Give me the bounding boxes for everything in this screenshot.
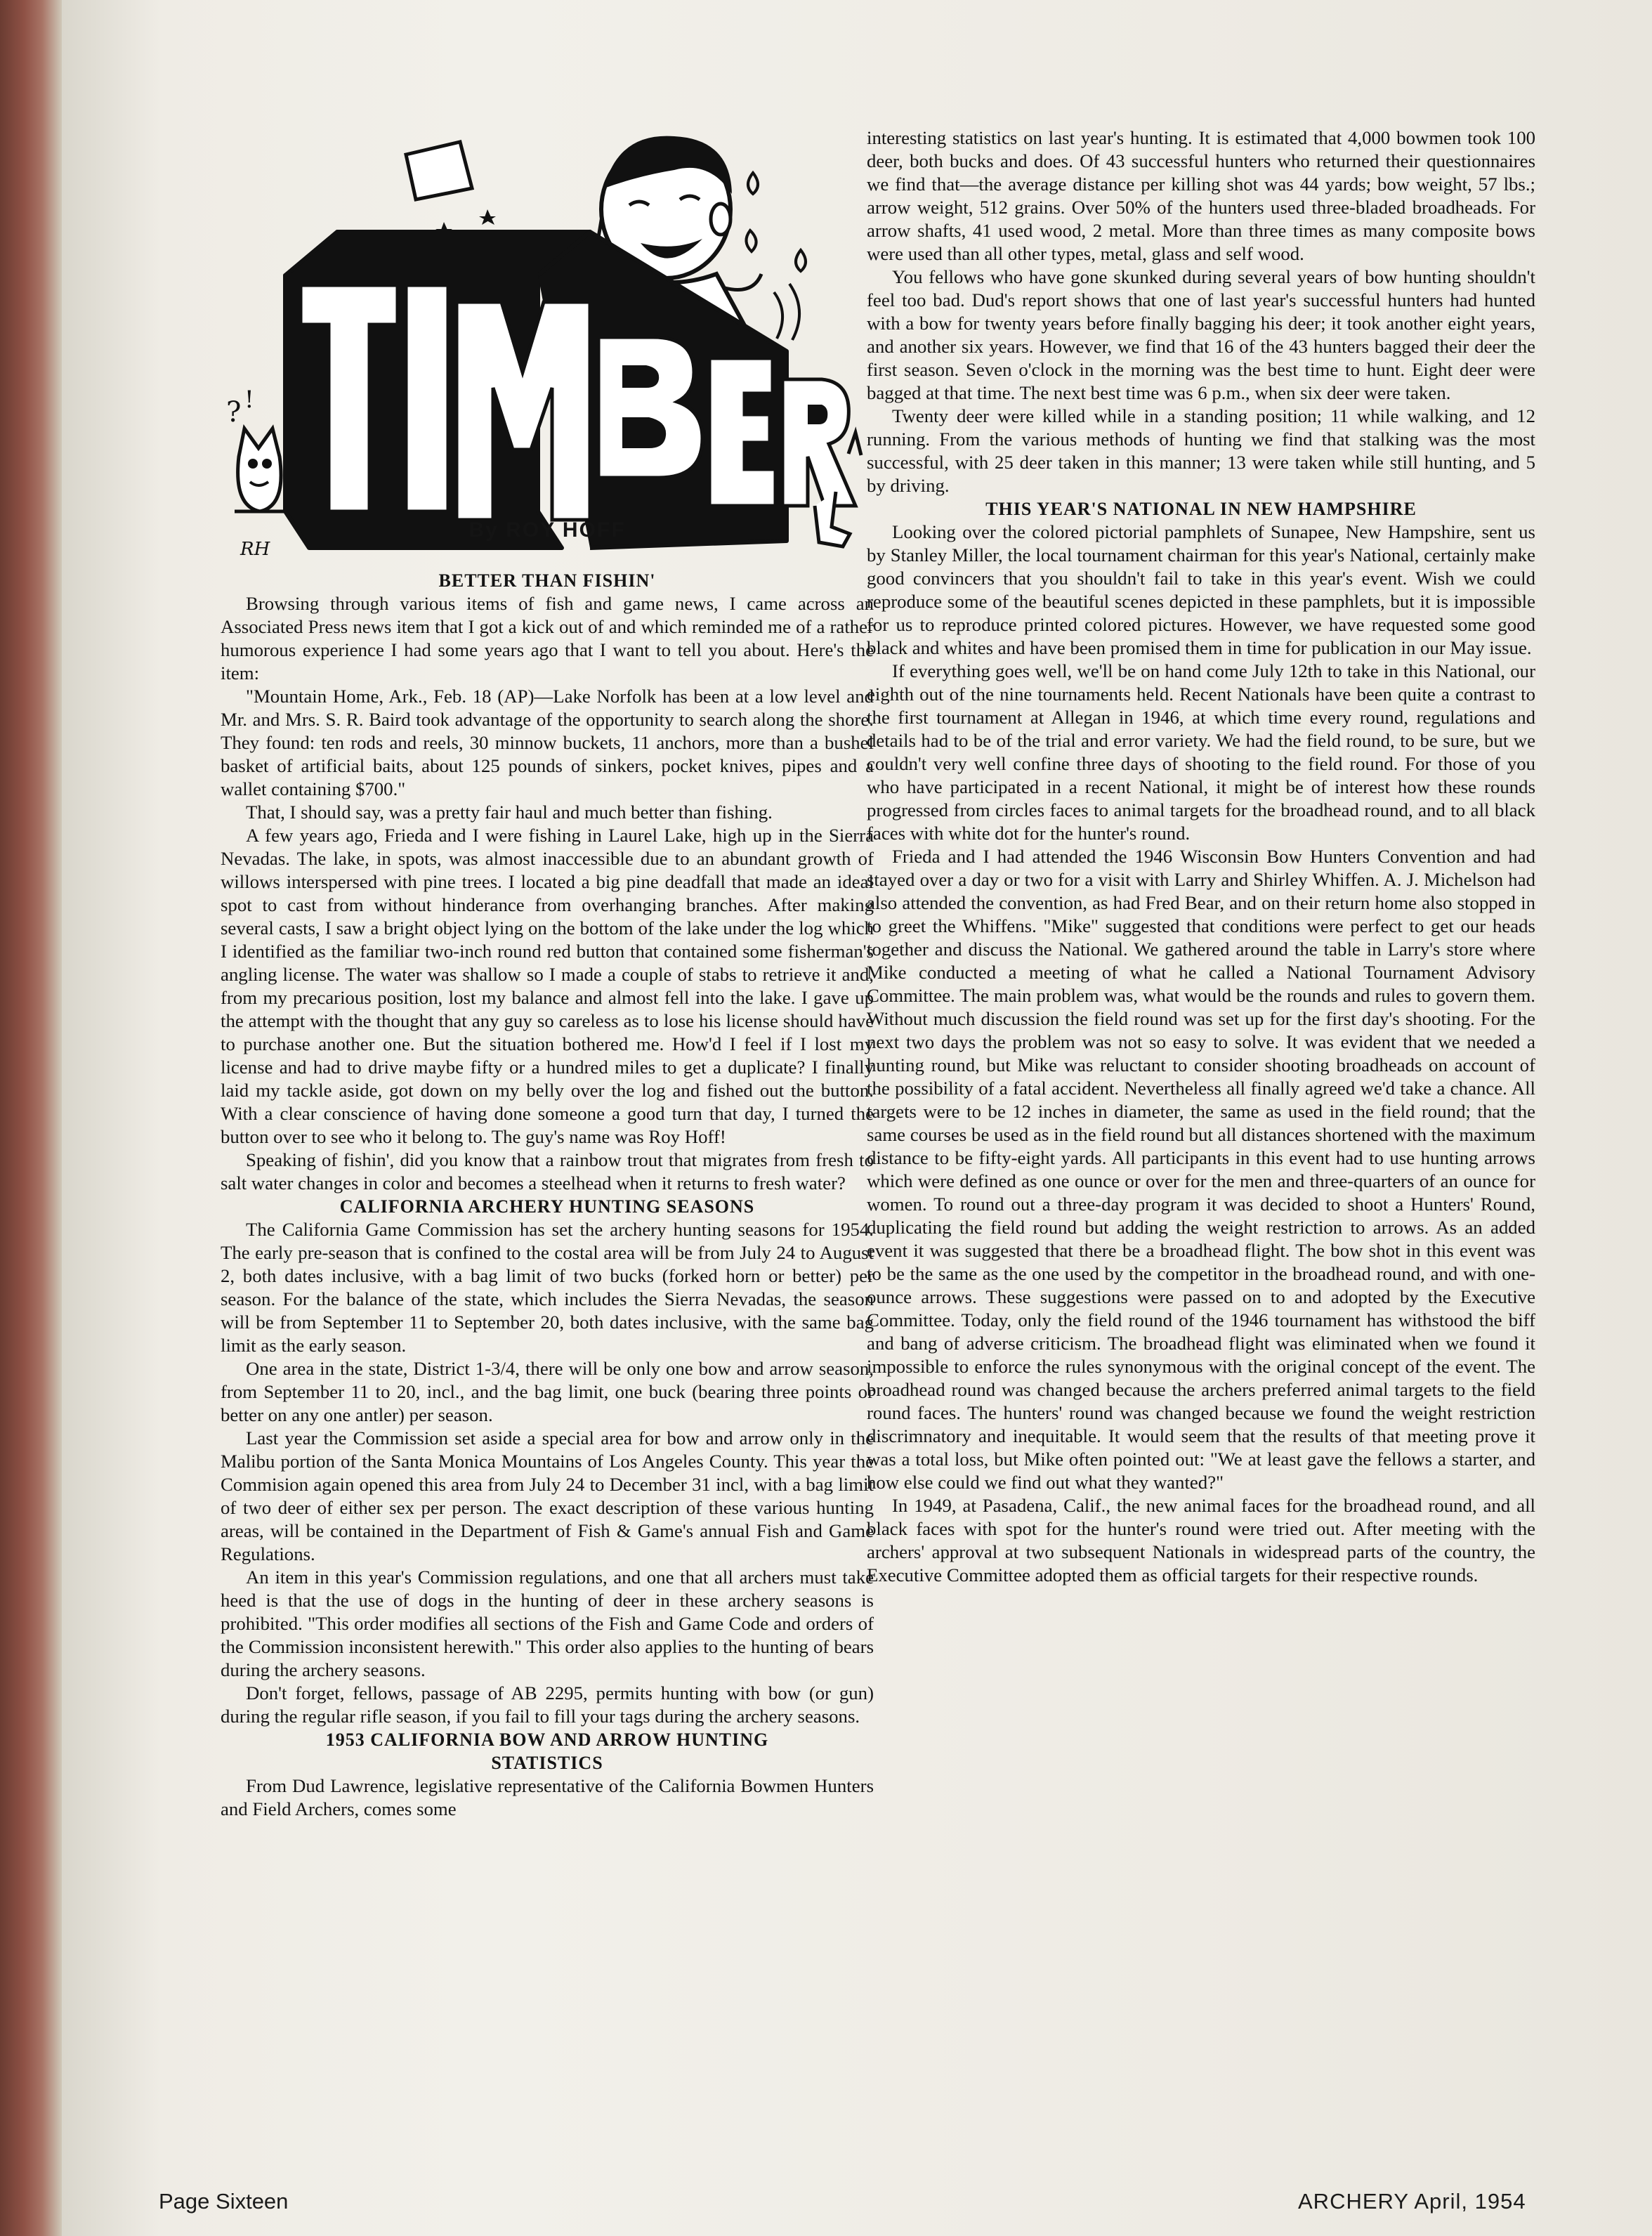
section-heading-national-new-hampshire: THIS YEAR'S NATIONAL IN NEW HAMPSHIRE [985,499,1417,519]
timber-header-illustration [225,126,878,562]
magazine-issue-label: ARCHERY April, 1954 [1298,2189,1526,2214]
paragraph: If everything goes well, we'll be on hand come July 12th to take in this National, our eighth out of the nine tournaments held. Recent Nationals have been quite a contrast to the first tournament at Allegan in 1946, at which time every round, regulations and details had to be of the trial and error variety. We had the field round, to be sure, but we couldn't very well confine three days of shooting to the field round. For those of you who have participated in a recent National, it might be of interest how these rounds progressed from circles faces to animal targets for the broadhead round, and to all black faces with white dot for the hunter's round. [867,660,1535,844]
paragraph: interesting statistics on last year's hunting. It is estimated that 4,000 bowmen took 100 deer, both bucks and does. Of 43 successful hunters who returned their questionnaires we find that—the average distance per killing shot was 44 yards; bow weight, 57 lbs.; arrow weight, 512 grains. Over 50% of the hunters used three-bladed broadheads. For arrow shafts, 41 used wood, 2 metal. More than three times as many composite bows were used than all other types, metal, glass and self wood. [867,127,1535,264]
paragraph: That, I should say, was a pretty fair haul and much better than fishing. [246,802,773,823]
svg-text:RH: RH [240,539,270,560]
paragraph: "Mountain Home, Ark., Feb. 18 (AP)—Lake Norfolk has been at a low level and Mr. and Mrs. S. R. Baird took advantage of the opportunity to search along the shore. They found: ten rods and reels, 30 minnow buckets, 11 anchors, more than a bushel basket of artificial baits, about 125 pounds of sinkers, pocket knives, pipes and a wallet containing $700." [221,686,874,799]
paragraph: Don't forget, fellows, passage of AB 2295, permits hunting with bow (or gun) during the regular rifle season, if you fail to fill your tags during the archery seasons. [221,1682,874,1727]
paragraph: The California Game Commission has set the archery hunting seasons for 1954. The early pre-season that is confined to the costal area will be from July 24 to August 2, both dates inclusive, with a bag limit of two bucks (forked horn or better) per season. For the balance of the state, which includes the Sierra Nevadas, the season will be from September 11 to September 20, both dates inclusive, with the same bag limit as the early season. [221,1219,874,1356]
left-article-text [221,569,874,1821]
paragraph: Last year the Commission set aside a special area for bow and arrow only in the Malibu portion of the Santa Monica Mountains of Los Angeles County. This year the Commision again opened this area from July 24 to December 31 incl, with a bag limit of two deer of either sex per person. The exact description of these various hunting areas, will be contained in the Department of Fish & Game's annual Fish and Game Regulations. [221,1427,874,1564]
paragraph: A few years ago, Frieda and I were fishing in Laurel Lake, high up in the Sierra Nevadas. The lake, in spots, was almost inaccessible due to an abundant growth of willows interspersed with pine trees. I located a big pine deadfall that made an ideal spot to cast from without hinderance from overhanging branches. After making several casts, I saw a bright object lying on the bottom of the lake under the log which I identified as the familiar two-inch round red button that contained some fisherman's angling license. The water was shallow so I made a couple of stabs to retrieve it and, from my precarious position, lost my balance and almost fell into the lake. I gave up the attempt with the thought that any guy so careless as to lose his license should have to purchase another one. But the situation bothered me. How'd I feel if I lost my license and had to drive maybe fifty or a hundred miles to get a duplicate? I finally laid my tackle aside, got down on my belly over the log and fished out the button. With a clear conscience of having done someone a good turn that day, I turned the button over to see who it belong to. The guy's name was Roy Hoff! [221,825,874,1147]
paragraph: In 1949, at Pasadena, Calif., the new animal faces for the broadhead round, and all black faces with spot for the hunter's round were tried out. After meeting with the archers' approval at two subsequent Nationals in widespread parts of the country, the Executive Committee adopted them as official targets for their respective rounds. [867,1495,1535,1586]
paragraph: Looking over the colored pictorial pamphlets of Sunapee, New Hampshire, sent us by Stanley Miller, the local tournament chairman for this year's National, certainly make good convincers that you shouldn't fail to take in this year's event. Wish we could reproduce some of the beautiful scenes depicted in these pamphlets, but it is impossible for us to reproduce printed colored pictures. However, we have requested some good black and whites and have been promised them in time for publication in our May issue. [867,521,1535,658]
paragraph: You fellows who have gone skunked during several years of bow hunting shouldn't feel too bad. Dud's report shows that one of last year's successful hunters had hunted with a bow for twenty years before finally bagging his deer; it took another eight years, and another six years. However, we find that 16 of the 43 hunters bagged their deer the first season. Seven o'clock in the morning was the best time to hunt. Eight deer were bagged at that time. The next best time was 6 p.m., when six deer were taken. [867,266,1535,403]
paragraph: Browsing through various items of fish and game news, I came across an Associated Press news item that I got a kick out of and which reminded me of a rather humorous experience I had some years ago that I want to tell you about. Here's the item: [221,593,874,684]
svg-text:?: ? [226,396,242,429]
paragraph: From Dud Lawrence, legislative representative of the California Bowmen Hunters and Field Archers, comes some [221,1775,874,1819]
paragraph: Speaking of fishin', did you know that a rainbow trout that migrates from fresh to salt water changes in color and becomes a steelhead when it returns to fresh water? [221,1149,874,1194]
paragraph: An item in this year's Commission regulations, and one that all archers must take heed is that the use of dogs in the hunting of deer in these archery seasons is prohibited. "This order modifies all sections of the Fish and Game Code and orders of the Commission inconsistent herewith." This order also applies to the hunting of bears during the archery seasons. [221,1567,874,1680]
book-binding [0,0,62,2236]
section-heading-1953-statistics: 1953 CALIFORNIA BOW AND ARROW HUNTING [325,1730,769,1750]
byline: By ROY HOFF [468,518,626,542]
section-heading-california-archery-hunting-seasons: CALIFORNIA ARCHERY HUNTING SEASONS [339,1196,755,1217]
section-heading-better-than-fishin: BETTER THAN FISHIN' [438,570,656,591]
paragraph: Twenty deer were killed while in a standing position; 11 while walking, and 12 running. From the various methods of hunting we find that stalking was the most successful, with 25 deer taken in this manner; 13 were taken while still hunting, and 5 by driving. [867,405,1535,496]
paragraph: One area in the state, District 1-3/4, there will be only one bow and arrow season, from September 11 to 20, incl., and the bag limit, one buck (bearing three points or better on any one antler) per season. [221,1358,874,1425]
svg-text:!: ! [244,386,254,414]
page-number: Page Sixteen [159,2189,289,2214]
section-heading-1953-statistics-line2: STATISTICS [491,1753,603,1773]
timber-cartoon-art [225,126,878,562]
paragraph: Frieda and I had attended the 1946 Wisconsin Bow Hunters Convention and had stayed over a day or two for a visit with Larry and Shirley Whiffen. A. J. Michelson had also attended the convention, as had Fred Bear, and on their return home also stopped in to greet the Whiffens. "Mike" suggested that conditions were perfect to get our heads together and discuss the National. We gathered around the table in Larry's store where Mike conducted a meeting of what he called a National Tournament Advisory Committee. The main problem was, what would be the rounds and rules to govern them. Without much discussion the field round was set up for the first day's shooting. For the next two days the problem was not so easy to solve. It was evident that we needed a hunting round, but Mike was reluctant to consider shooting broadheads on account of the possibility of a fatal accident. Nevertheless all finally agreed we'd take a chance. All targets were to be 12 inches in diameter, the same as used in the field round; that the same courses be used as in the field round but all distances shortened with the maximum distance to be fifty-eight yards. All participants in this event had to use hunting arrows which were defined as one ounce or over for the men and three-quarters of an ounce for women. To round out a three-day program it was decided to shoot a Hunters' Round, duplicating the field round but adding the weight restriction to arrows. As an added event it was suggested that there be a broadhead flight. The bow shot in this event was to be the same as the one used by the competitor in the broadhead round, and with one-ounce arrows. These suggestions were passed on to and adopted by the Executive Committee. Today, only the field round of the 1946 tournament has withstood the biff and bang of adverse criticism. The broadhead flight was eliminated when we found it impossible to enforce the rules synonymous with the original concept of the event. The broadhead round was changed because the archers preferred animal targets to the field round faces. The hunters' round was changed because we found the weight restriction discrimnatory and inequitable. It would seem that the results of that meeting prove it was a total loss, but Mike often pointed out: "We at least gave the fellows a starter, and how else could we find out what they wanted?" [867,846,1535,1493]
magazine-page [62,0,1652,2236]
right-column [867,126,1535,1587]
